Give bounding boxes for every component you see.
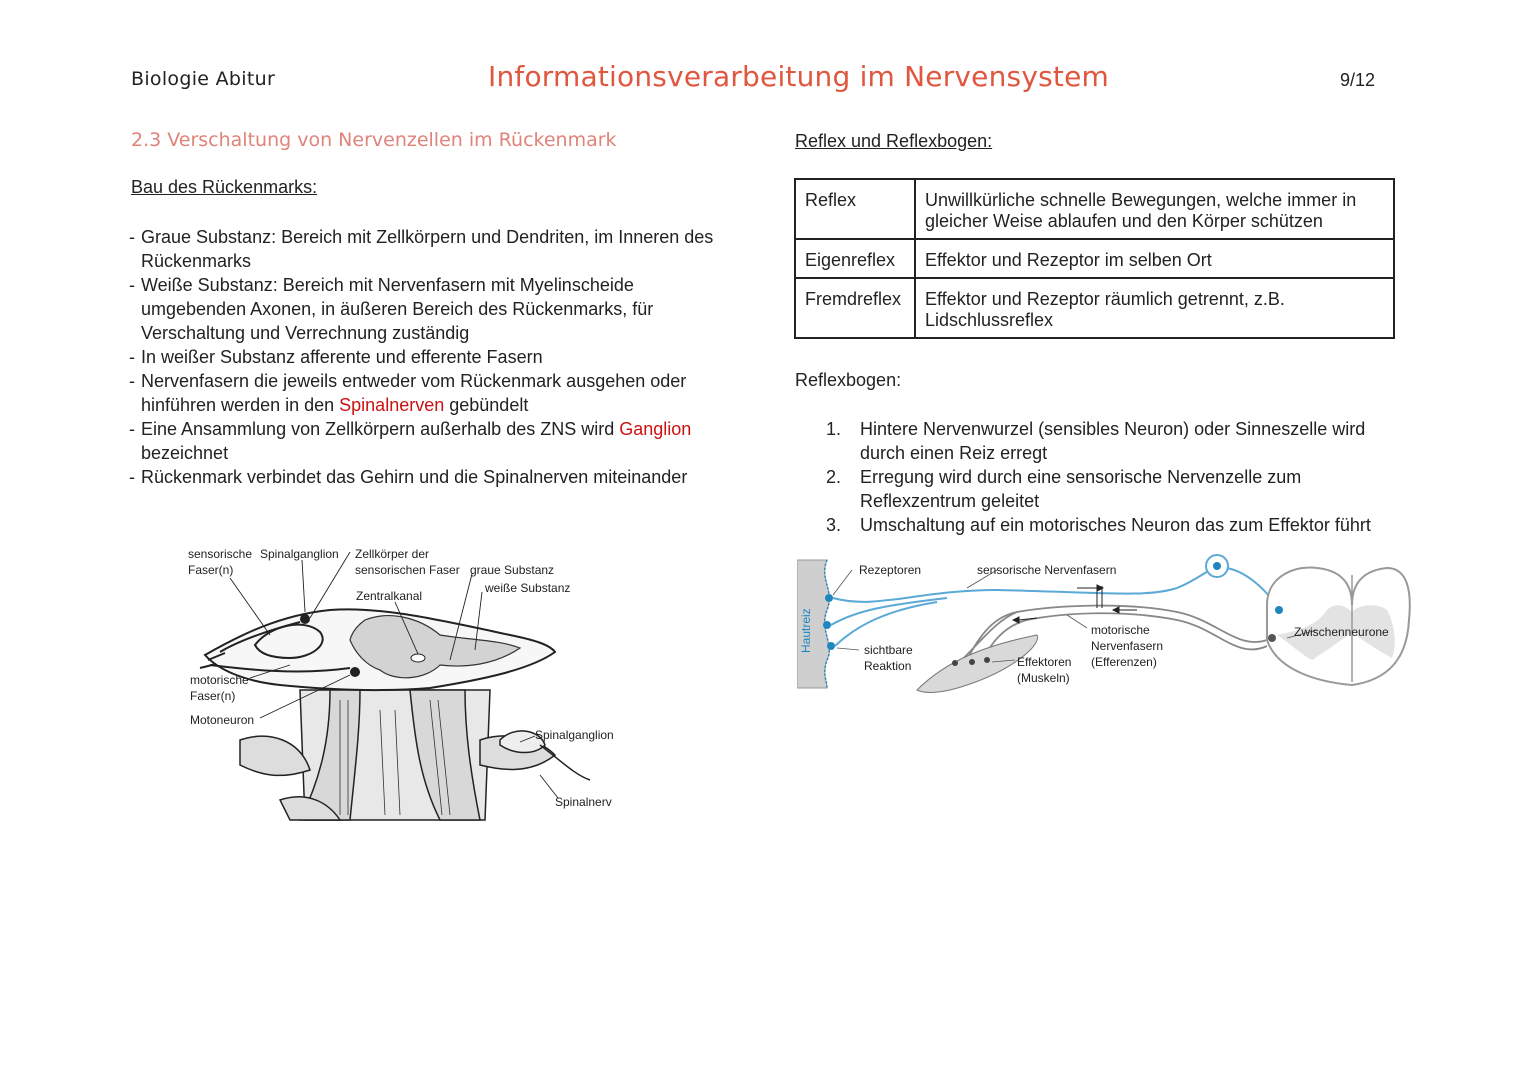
- table-cell-definition: Effektor und Rezeptor im selben Ort: [915, 239, 1394, 278]
- step-text: Umschaltung auf ein motorisches Neuron das zum Effektor führt: [860, 515, 1371, 535]
- label-sensorische: sensorische: [188, 547, 253, 561]
- table-cell-term: Fremdreflex: [795, 278, 915, 338]
- list-item: [826, 417, 1406, 465]
- bullet-text: Rückenmark verbindet das Gehirn und die Spinalnerven miteinander: [141, 467, 688, 487]
- bullet-text: Weiße Substanz: Bereich mit Nervenfasern mit Myelinscheide umgebenden Axonen, in äußeren Bereich des Rückenmarks, für Verschaltung und Verrechnung zuständig: [141, 275, 654, 343]
- label-spinalganglion-2: Spinalganglion: [535, 728, 614, 742]
- bullet-text: bezeichnet: [141, 443, 229, 463]
- label-nervenfasern: Nervenfasern: [1091, 639, 1164, 653]
- bau-bullet-list: [129, 225, 729, 489]
- highlight-term: Ganglion: [619, 419, 692, 439]
- bullet-text: In weißer Substanz afferente und efferente Fasern: [141, 347, 543, 367]
- reflex-arc-figure: [797, 550, 1417, 700]
- label-motorische: motorische: [190, 673, 249, 687]
- list-item: - Graue Substanz: Bereich mit Zellkörpern und Dendriten, im Inneren des Rückenmarks: [129, 227, 714, 271]
- label-reaktion: Reaktion: [864, 659, 912, 673]
- label-weisse-substanz: weiße Substanz: [485, 581, 571, 595]
- label-efferenzen: (Efferenzen): [1091, 655, 1157, 669]
- highlight-term: Spinalnerven: [339, 395, 445, 415]
- receptor-dot: [827, 642, 835, 650]
- reflexbogen-steps: [826, 417, 1406, 537]
- label-zentralkanal: Zentralkanal: [356, 589, 423, 603]
- list-item: [826, 513, 1406, 537]
- receptor-dot: [825, 594, 833, 602]
- label-motoneuron: Motoneuron: [190, 713, 255, 727]
- reflexbogen-label: Reflexbogen:: [795, 370, 902, 390]
- step-text: Hintere Nervenwurzel (sensibles Neuron) oder Sinneszelle wird durch einen Reiz erregt: [860, 419, 1366, 463]
- list-item: - Weiße Substanz: Bereich mit Nervenfasern mit Myelinscheide umgebenden Axonen, in äußeren Bereich des Rückenmarks, für Verschaltung und Verrechnung zuständig: [129, 275, 654, 343]
- label-rezeptoren: Rezeptoren: [859, 563, 922, 577]
- bullet-text: gebündelt: [449, 395, 529, 415]
- spinal-cord-figure: [180, 540, 620, 825]
- label-hautreiz: Hautreiz: [799, 608, 813, 653]
- bullet-text: Eine Ansammlung von Zellkörpern außerhalb des ZNS wird: [141, 419, 615, 439]
- label-sensorische-nervenfasern: sensorische Nervenfasern: [977, 563, 1117, 577]
- label-motor-faser: Faser(n): [190, 689, 236, 703]
- label-zwischenneurone: Zwischenneurone: [1294, 625, 1389, 639]
- header-subject: Biologie Abitur: [131, 68, 276, 90]
- step-number: 3.: [826, 515, 842, 535]
- step-number: 2.: [826, 467, 842, 487]
- list-item: - Nervenfasern die jeweils entweder vom Rückenmark ausgehen oder hinführen werden in den Spinalnerven gebündelt: [129, 371, 687, 415]
- bullet-text: Nervenfasern die jeweils entweder vom Rückenmark ausgehen oder hinführen werden in den: [141, 371, 687, 415]
- list-item: [826, 465, 1406, 513]
- receptor-dot: [823, 621, 831, 629]
- reflex-table: [794, 178, 1395, 339]
- label-zellkoerper-2: sensorischen Faser: [355, 563, 460, 577]
- page-number: 9/12: [1340, 70, 1376, 90]
- list-item: - Rückenmark verbindet das Gehirn und die Spinalnerven miteinander: [129, 467, 688, 487]
- list-item: - In weißer Substanz afferente und efferente Fasern: [129, 347, 543, 367]
- label-motorische: motorische: [1091, 623, 1150, 637]
- table-cell-term: Reflex: [795, 179, 915, 239]
- table-cell-definition: Unwillkürliche schnelle Bewegungen, welche immer in gleicher Weise ablaufen und den Körper schützen: [915, 179, 1394, 239]
- label-spinalganglion: Spinalganglion: [260, 547, 339, 561]
- table-cell-definition: Effektor und Rezeptor räumlich getrennt, z.B. Lidschlussreflex: [915, 278, 1394, 338]
- reflex-heading: Reflex und Reflexbogen:: [795, 131, 993, 151]
- bullet-text: Graue Substanz: Bereich mit Zellkörpern und Dendriten, im Inneren des Rückenmarks: [141, 227, 714, 271]
- label-sichtbare: sichtbare: [864, 643, 913, 657]
- label-muskeln: (Muskeln): [1017, 671, 1070, 685]
- table-row: [795, 179, 1394, 239]
- section-title: 2.3 Verschaltung von Nervenzellen im Rückenmark: [131, 129, 617, 151]
- label-graue-substanz: graue Substanz: [470, 563, 555, 577]
- list-item: - Eine Ansammlung von Zellkörpern außerhalb des ZNS wird Ganglion bezeichnet: [129, 419, 692, 463]
- label-spinalnerv: Spinalnerv: [555, 795, 612, 809]
- label-effektoren: Effektoren: [1017, 655, 1072, 669]
- step-text: Erregung wird durch eine sensorische Nervenzelle zum Reflexzentrum geleitet: [860, 467, 1302, 511]
- bau-heading: Bau des Rückenmarks:: [131, 177, 318, 197]
- step-number: 1.: [826, 419, 842, 439]
- label-zellkoerper-1: Zellkörper der: [355, 547, 430, 561]
- label-faser: Faser(n): [188, 563, 234, 577]
- page-title: Informationsverarbeitung im Nervensystem: [488, 60, 1109, 93]
- table-row: [795, 278, 1394, 338]
- table-cell-term: Eigenreflex: [795, 239, 915, 278]
- table-row: [795, 239, 1394, 278]
